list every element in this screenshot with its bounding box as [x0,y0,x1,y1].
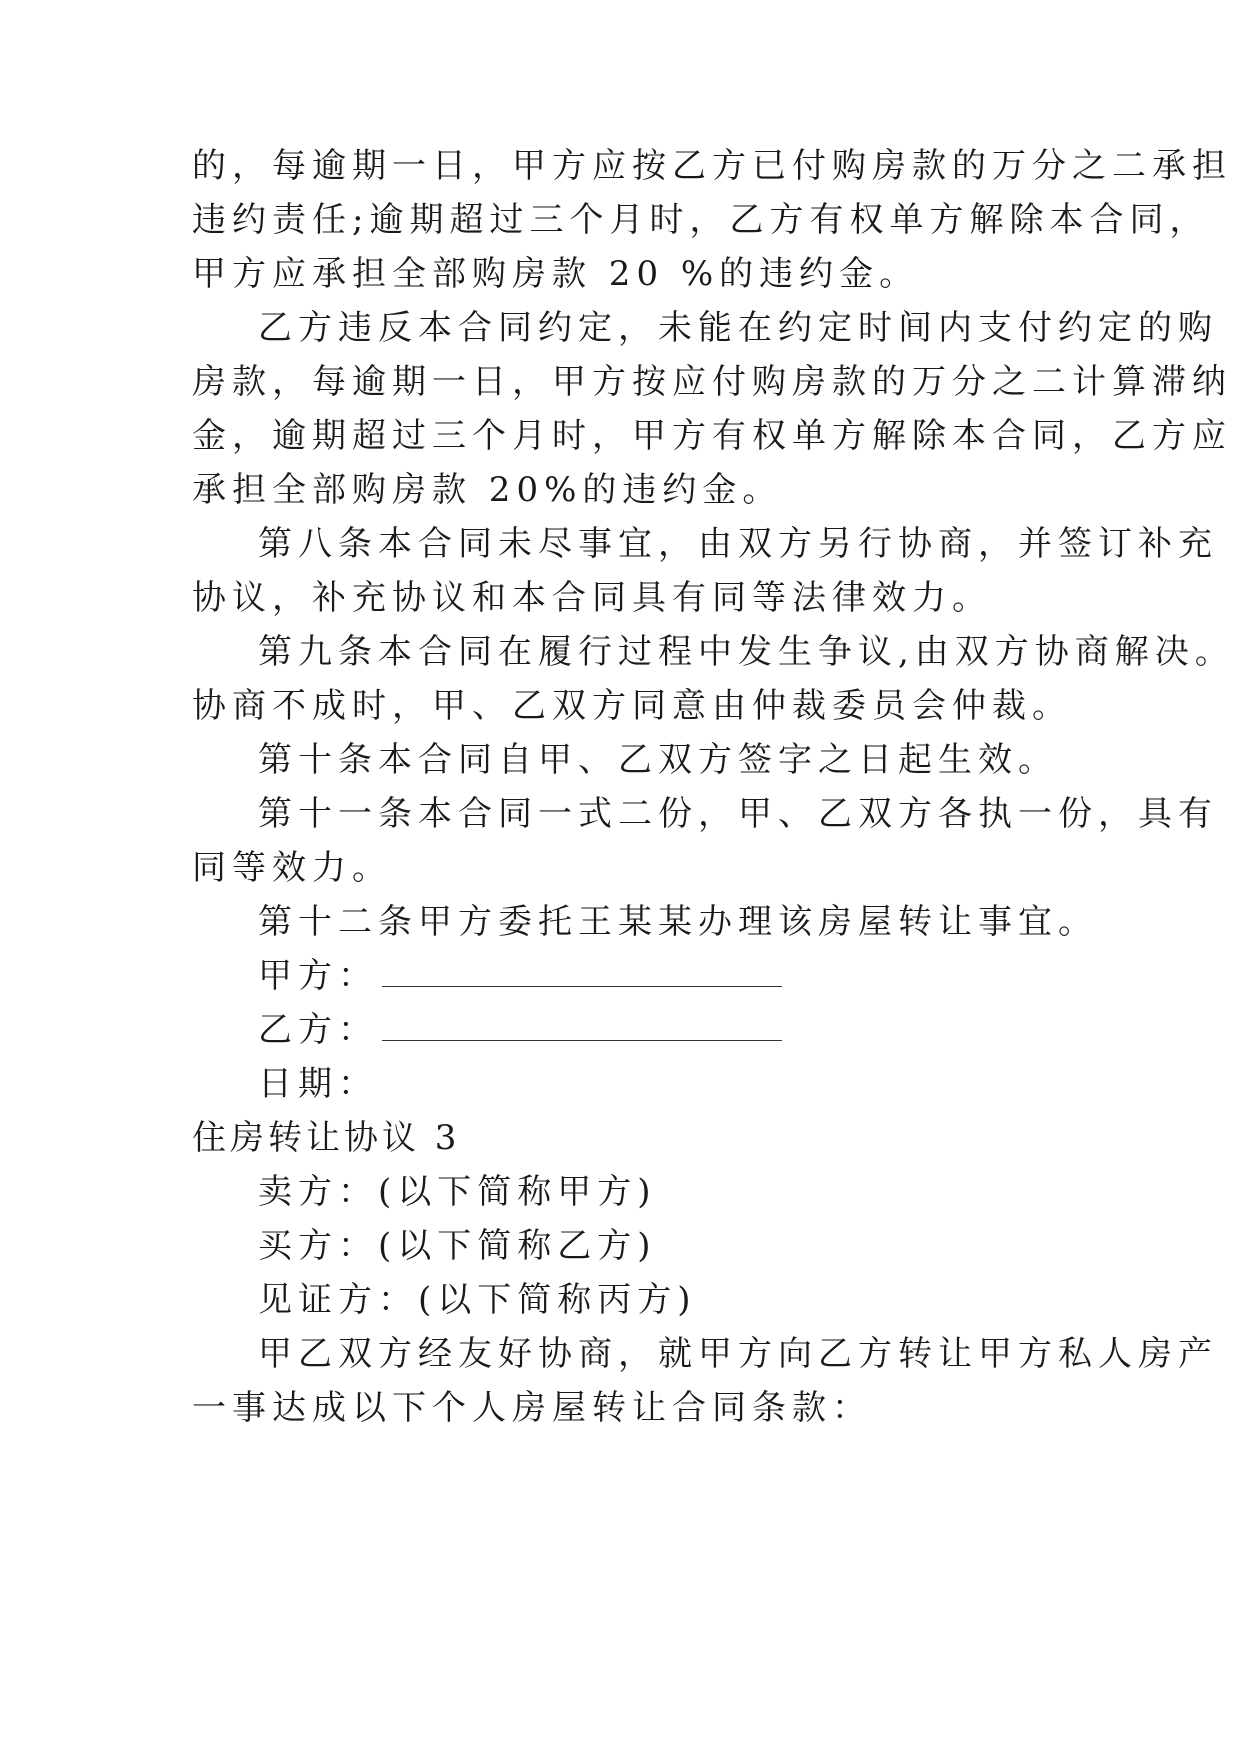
witness-line: 见证方：(以下简称丙方) [258,1280,697,1320]
body-line: 房款，每逾期一日，甲方按应付购房款的万分之二计算滞纳 [192,362,1232,402]
party-b-signature-blank [382,1018,782,1041]
buyer-line: 买方：(以下简称乙方) [258,1226,657,1266]
section-title: 住房转让协议 3 [192,1118,461,1158]
body-line: 协商不成时，甲、乙双方同意由仲裁委员会仲裁。 [192,686,1072,726]
body-line: 甲方应承担全部购房款 20 %的违约金。 [192,254,920,294]
date-label: 日期： [258,1064,378,1104]
body-line: 乙方违反本合同约定，未能在约定时间内支付约定的购 [258,308,1218,348]
party-a-signature-blank [382,964,782,987]
signature-party-b [258,1010,782,1050]
body-line: 的，每逾期一日，甲方应按乙方已付购房款的万分之二承担 [192,146,1232,186]
body-line: 第八条本合同未尽事宜，由双方另行协商，并签订补充 [258,524,1218,564]
body-line: 同等效力。 [192,848,392,888]
signature-party-a [258,956,782,996]
body-line: 第十一条本合同一式二份，甲、乙双方各执一份，具有 [258,794,1218,834]
body-line: 承担全部购房款 20%的违约金。 [192,470,783,510]
body-line: 金，逾期超过三个月时，甲方有权单方解除本合同，乙方应 [192,416,1232,456]
party-b-label: 乙方： [258,1010,378,1050]
party-a-label: 甲方： [258,956,378,996]
body-line: 第十条本合同自甲、乙双方签字之日起生效。 [258,740,1058,780]
intro-line: 甲乙双方经友好协商，就甲方向乙方转让甲方私人房产 [258,1334,1218,1374]
body-line: 第十二条甲方委托王某某办理该房屋转让事宜。 [258,902,1098,942]
body-line: 违约责任;逾期超过三个月时，乙方有权单方解除本合同， [192,200,1210,240]
body-line: 协议，补充协议和本合同具有同等法律效力。 [192,578,992,618]
seller-line: 卖方：(以下简称甲方) [258,1172,657,1212]
intro-line: 一事达成以下个人房屋转让合同条款： [192,1388,872,1428]
body-line: 第九条本合同在履行过程中发生争议,由双方协商解决。 [258,632,1235,672]
